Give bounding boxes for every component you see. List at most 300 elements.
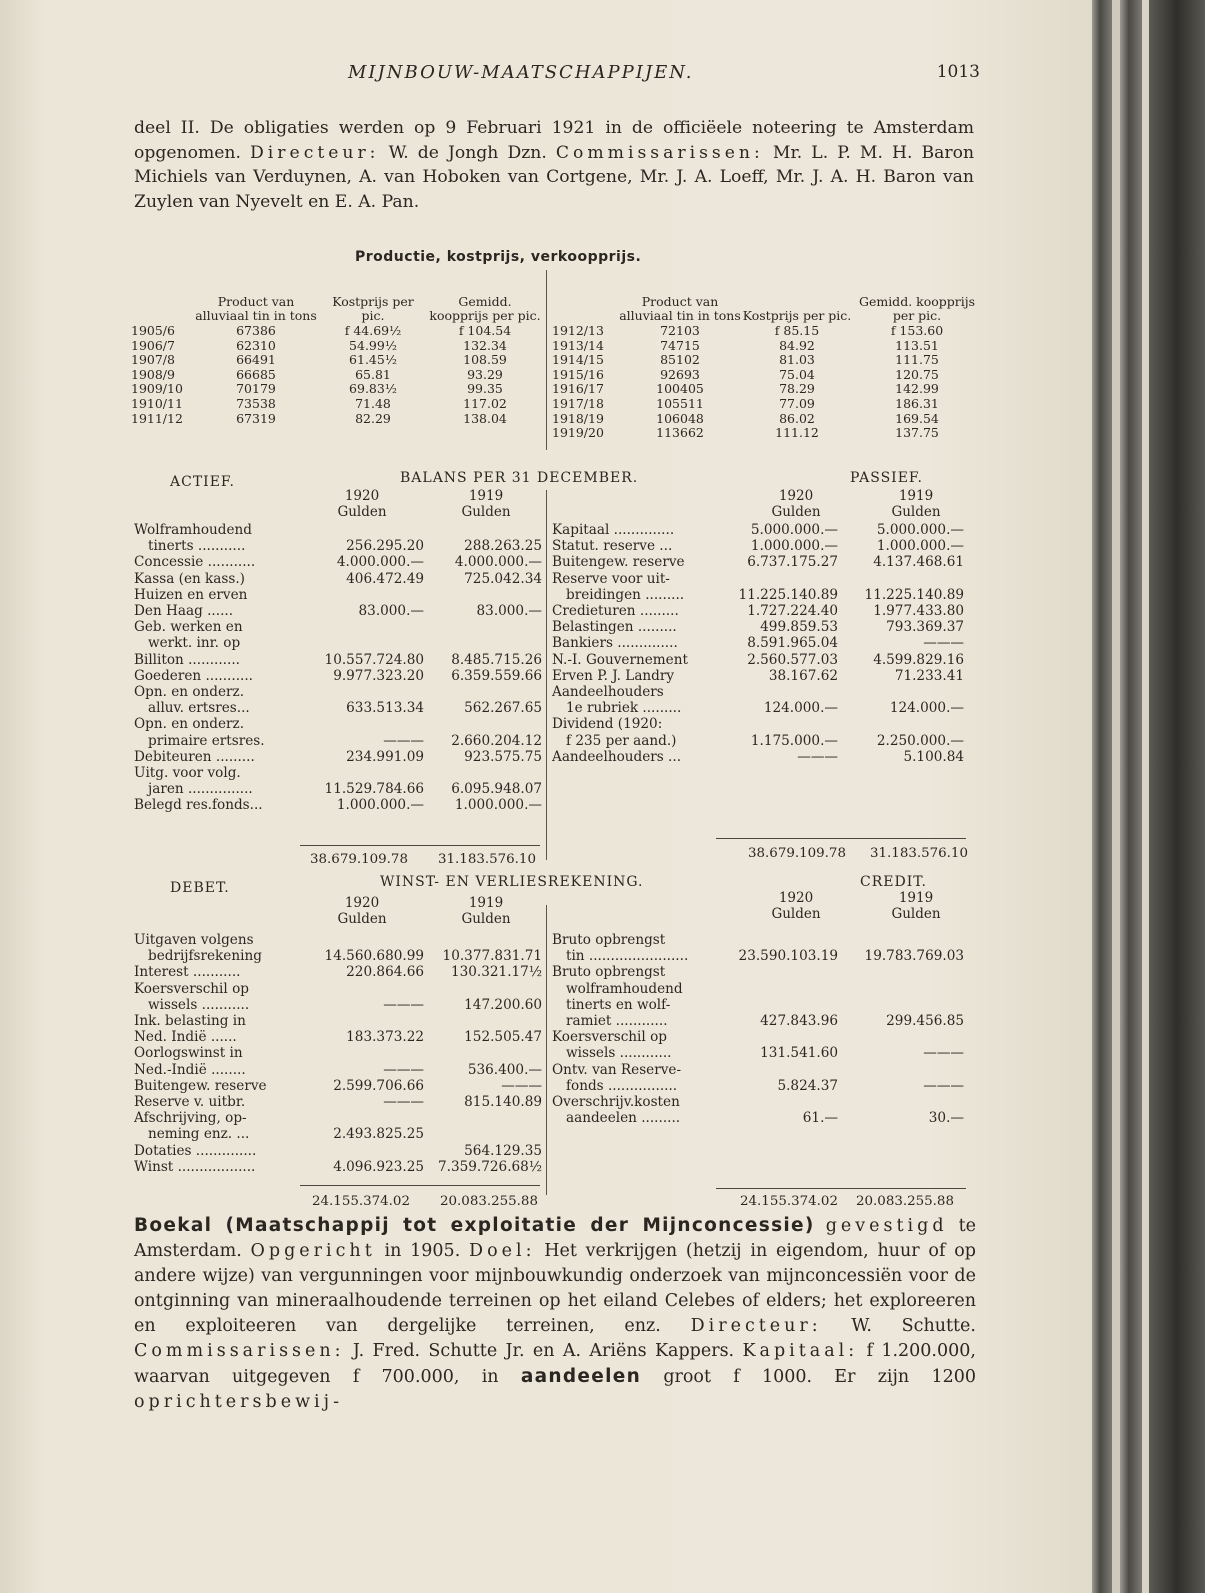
value-1919: 1.000.000.— — [876, 538, 964, 555]
row-label: Den Haag ...... — [134, 603, 234, 620]
actief-total-1919: 31.183.576.10 — [438, 852, 536, 867]
table-cell: 67319 — [236, 410, 276, 426]
pl-debet-rows — [134, 932, 542, 1175]
row-label: Ontv. van Reserve- — [552, 1061, 682, 1078]
value-1920: 1.000.000.— — [750, 538, 838, 555]
table-row — [131, 397, 543, 412]
value-1919: 536.400.— — [467, 1061, 542, 1078]
table-cell: 138.04 — [463, 410, 507, 426]
table-cell: f 104.54 — [458, 323, 512, 338]
row-label: Goederen ........... — [134, 667, 253, 684]
table-row — [552, 635, 964, 651]
table-cell: 66491 — [236, 352, 276, 368]
passief-total-1920: 38.679.109.78 — [748, 846, 846, 861]
year-label: 1920 — [778, 890, 814, 906]
row-label: tin ....................... — [566, 948, 689, 965]
row-label: 1e rubriek ......... — [566, 700, 682, 717]
row-label: Buitengew. reserve — [134, 1077, 267, 1094]
value-1920: 2.493.825.25 — [333, 1126, 424, 1143]
value-1919: 130.321.17½ — [450, 964, 542, 981]
table-row — [131, 353, 543, 368]
value-1920: 8.591.965.04 — [747, 635, 838, 652]
header-cell: Product van alluviaal tin in tons — [195, 293, 317, 324]
table-row — [134, 733, 542, 749]
table-row — [134, 716, 542, 732]
credit-label: CREDIT. — [860, 874, 927, 890]
table-cell: 65.81 — [355, 366, 391, 382]
unit-label: Gulden — [891, 504, 941, 520]
year-label: 1919 — [898, 890, 934, 906]
production-title: Productie, kostprijs, verkoopprijs. — [355, 249, 642, 265]
row-label: Aandeelhouders — [552, 684, 664, 701]
spaced-term: Kapitaal: — [742, 1341, 859, 1361]
spaced-term: Opgericht — [250, 1241, 376, 1261]
row-label: N.-I. Gouvernement — [552, 651, 688, 668]
unit-label: Gulden — [771, 504, 821, 520]
unit-label: Gulden — [891, 906, 941, 922]
entry-text: groot f 1000. Er zijn 1200 — [663, 1367, 976, 1387]
table-cell: 142.99 — [895, 381, 939, 397]
actief-total-1920: 38.679.109.78 — [310, 852, 408, 867]
table-row — [552, 554, 964, 570]
boekal-entry — [134, 1213, 976, 1415]
table-cell: 1916/17 — [552, 381, 604, 397]
value-1919: 5.100.84 — [903, 748, 964, 765]
row-label: Kassa (en kass.) — [134, 570, 245, 587]
value-1920: 1.727.224.40 — [747, 603, 838, 620]
table-cell: 108.59 — [463, 352, 507, 368]
table-cell: 1909/10 — [131, 381, 183, 397]
table-cell: 54.99½ — [349, 337, 397, 353]
table-cell: 82.29 — [355, 410, 391, 426]
production-table-left — [131, 264, 543, 426]
row-label: wolframhoudend — [566, 980, 683, 997]
value-1919: 8.485.715.26 — [451, 651, 542, 668]
row-label: Uitg. voor volg. — [134, 765, 241, 782]
row-label: Billiton ............ — [134, 651, 240, 668]
table-row — [134, 1078, 542, 1094]
header-cell: Gemidd. koopprijs per pic. — [858, 293, 976, 324]
book-spine — [1149, 0, 1205, 1593]
value-1919: 299.456.85 — [886, 1013, 964, 1030]
production-rows — [552, 324, 982, 441]
value-1919: ——— — [923, 1077, 964, 1094]
year-header — [446, 488, 526, 520]
production-header — [552, 264, 982, 324]
value-1919: 2.660.204.12 — [451, 732, 542, 749]
table-row — [552, 426, 982, 441]
value-1920: 11.225.140.89 — [738, 586, 838, 603]
value-1919: 19.783.769.03 — [864, 948, 964, 965]
row-label: wissels ........... — [148, 996, 250, 1013]
row-label: Overschrijv.kosten — [552, 1094, 680, 1111]
total-rule — [716, 838, 966, 839]
table-row — [552, 716, 964, 732]
value-1919: 288.263.25 — [464, 538, 542, 555]
value-1920: 2.599.706.66 — [333, 1077, 424, 1094]
row-label: Afschrijving, op- — [134, 1110, 247, 1127]
row-label: Bankiers .............. — [552, 635, 678, 652]
value-1919: 562.267.65 — [464, 700, 542, 717]
table-row — [134, 571, 542, 587]
year-header — [322, 488, 402, 520]
table-row — [552, 749, 964, 765]
table-row — [552, 571, 964, 587]
value-1919: 7.359.726.68½ — [438, 1158, 542, 1175]
table-cell: 85102 — [660, 352, 700, 368]
value-1919: 793.369.37 — [886, 619, 964, 636]
table-row — [134, 1029, 542, 1045]
spaced-term: Directeur: — [690, 1316, 822, 1336]
table-row — [134, 684, 542, 700]
row-label: Belegd res.fonds... — [134, 797, 263, 814]
value-1920: 256.295.20 — [346, 538, 424, 555]
value-1919: 1.000.000.— — [454, 797, 542, 814]
table-cell: 99.35 — [467, 381, 503, 397]
table-row — [134, 1094, 542, 1110]
table-cell: 132.34 — [463, 337, 507, 353]
table-cell: 66685 — [236, 366, 276, 382]
value-1920: 11.529.784.66 — [324, 781, 424, 798]
page-edge — [1112, 0, 1120, 1593]
year-label: 1919 — [468, 895, 504, 911]
table-row — [134, 964, 542, 980]
value-1920: 83.000.— — [358, 603, 424, 620]
value-1919: 71.233.41 — [894, 667, 964, 684]
table-row — [552, 538, 964, 554]
row-label: Bruto opbrengst — [552, 964, 666, 981]
row-label: Wolframhoudend — [134, 522, 253, 538]
table-row — [552, 652, 964, 668]
row-label: ramiet ............ — [566, 1013, 668, 1030]
table-row — [552, 587, 964, 603]
row-label: Debiteuren ......... — [134, 748, 255, 765]
debet-total-1920: 24.155.374.02 — [312, 1194, 410, 1209]
year-header — [322, 895, 402, 927]
intro-text: W. de Jongh Dzn. — [388, 142, 547, 163]
production-table-right — [552, 264, 982, 441]
table-cell: 186.31 — [895, 395, 939, 411]
row-label: Geb. werken en — [134, 619, 243, 636]
value-1919: ——— — [923, 635, 964, 652]
unit-label: Gulden — [461, 504, 511, 520]
table-row — [552, 684, 964, 700]
year-header — [446, 895, 526, 927]
table-row — [552, 948, 964, 964]
row-label: Reserve v. uitbr. — [134, 1094, 246, 1111]
table-cell: 78.29 — [779, 381, 815, 397]
actief-label: ACTIEF. — [170, 474, 235, 490]
page-edge — [1142, 0, 1149, 1593]
page-number: 1013 — [936, 62, 980, 82]
table-cell: 86.02 — [779, 410, 815, 426]
table-cell: 1908/9 — [131, 366, 175, 382]
value-1919: 4.000.000.— — [454, 554, 542, 571]
table-cell: 62310 — [236, 337, 276, 353]
intro-text: deel II. De obligaties werden op 9 Februari 1921 in de officiëele noteering te Amsterdam opgenomen. — [134, 118, 974, 163]
table-row — [552, 522, 964, 538]
table-row — [552, 932, 964, 948]
unit-label: Gulden — [771, 906, 821, 922]
table-cell: 111.75 — [895, 352, 939, 368]
table-row — [552, 603, 964, 619]
entry-text: f 1.200.000, waarvan uitgegeven f 700.000, in — [134, 1341, 976, 1387]
value-1920: 23.590.103.19 — [738, 948, 838, 965]
value-1920: 1.000.000.— — [336, 797, 424, 814]
value-1919: 1.977.433.80 — [873, 603, 964, 620]
table-cell: 92693 — [660, 366, 700, 382]
entry-text: in 1905. — [384, 1241, 461, 1261]
value-1920: 1.175.000.— — [750, 732, 838, 749]
page-header — [130, 62, 980, 88]
table-cell: 81.03 — [779, 352, 815, 368]
table-row — [552, 1094, 964, 1110]
row-label: Ink. belasting in — [134, 1013, 246, 1030]
table-cell: 137.75 — [895, 425, 939, 441]
value-1919: 4.137.468.61 — [873, 554, 964, 571]
table-cell: 1915/16 — [552, 366, 604, 382]
table-cell: 73538 — [236, 395, 276, 411]
table-cell: 1913/14 — [552, 337, 604, 353]
row-label: fonds ................ — [566, 1077, 678, 1094]
table-row — [131, 382, 543, 397]
value-1919: ——— — [501, 1077, 542, 1094]
table-row — [134, 749, 542, 765]
table-cell: f 44.69½ — [344, 323, 402, 338]
value-1920: 38.167.62 — [768, 667, 838, 684]
table-cell: 93.29 — [467, 366, 503, 382]
row-label: Huizen en erven — [134, 586, 248, 603]
credit-total-1920: 24.155.374.02 — [740, 1194, 838, 1209]
year-header — [756, 488, 836, 520]
table-row — [134, 1045, 542, 1061]
table-cell: 70179 — [236, 381, 276, 397]
table-cell: 71.48 — [355, 395, 391, 411]
value-1919: 6.095.948.07 — [451, 781, 542, 798]
entry-text: J. Fred. Schutte Jr. en A. Ariëns Kappers. — [352, 1341, 735, 1361]
value-1920: 427.843.96 — [760, 1013, 838, 1030]
spaced-term: oprichtersbewij- — [134, 1392, 343, 1412]
table-cell: 1910/11 — [131, 395, 183, 411]
year-label: 1920 — [344, 895, 380, 911]
table-cell: 1911/12 — [131, 410, 183, 426]
page-edge — [1120, 0, 1142, 1593]
value-1920: 2.560.577.03 — [747, 651, 838, 668]
row-label: Winst .................. — [134, 1158, 256, 1175]
value-1920: 4.000.000.— — [336, 554, 424, 571]
table-row — [131, 339, 543, 354]
running-title: MIJNBOUW-MAATSCHAPPIJEN. — [348, 62, 694, 83]
value-1919: 30.— — [928, 1110, 964, 1127]
row-label: Credieturen ......... — [552, 603, 679, 620]
row-label: Koersverschil op — [552, 1029, 667, 1046]
unit-label: Gulden — [337, 504, 387, 520]
table-row — [552, 1029, 964, 1045]
debet-total-1919: 20.083.255.88 — [440, 1194, 538, 1209]
table-cell: 67386 — [236, 323, 276, 338]
table-cell: f 153.60 — [890, 323, 944, 338]
total-rule — [300, 845, 540, 846]
company-name: Boekal (Maatschappij tot exploitatie der Mijnconcessie) — [134, 1215, 815, 1236]
value-1920: 406.472.49 — [346, 570, 424, 587]
table-cell: 75.04 — [779, 366, 815, 382]
table-row — [134, 997, 542, 1013]
table-row — [552, 339, 982, 354]
spaced-term: Doel: — [469, 1241, 536, 1261]
row-label: Buitengew. reserve — [552, 554, 685, 571]
table-row — [134, 668, 542, 684]
value-1920: 5.000.000.— — [750, 522, 838, 538]
value-1919: 6.359.559.66 — [451, 667, 542, 684]
table-row — [552, 397, 982, 412]
header-cell: Kostprijs per pic. — [742, 308, 852, 324]
value-1920: 14.560.680.99 — [324, 948, 424, 965]
table-row — [134, 948, 542, 964]
production-rows — [131, 324, 543, 426]
row-label: Erven P. J. Landry — [552, 667, 675, 684]
table-cell: 74715 — [660, 337, 700, 353]
value-1919: 11.225.140.89 — [864, 586, 964, 603]
value-1920: 633.513.34 — [346, 700, 424, 717]
table-cell: 120.75 — [895, 366, 939, 382]
value-1920: 131.541.60 — [760, 1045, 838, 1062]
value-1920: 4.096.923.25 — [333, 1158, 424, 1175]
year-label: 1920 — [344, 488, 380, 504]
table-row — [552, 1045, 964, 1061]
table-row — [552, 619, 964, 635]
table-cell: 77.09 — [779, 395, 815, 411]
row-label: Kapitaal .............. — [552, 522, 675, 538]
production-header — [131, 264, 543, 324]
table-cell: 113662 — [656, 425, 704, 441]
spaced-term: Commissarissen: — [134, 1341, 345, 1361]
column-divider — [546, 905, 547, 1195]
table-cell: 117.02 — [463, 395, 507, 411]
table-row — [134, 932, 542, 948]
entry-text: Het verkrijgen (hetzij in eigendom, huur of op andere wijze) van vergunningen voor mijnbouwkundig onderzoek van mijnconcessiën voor de ontginning van mineraalhoudende terreinen op het eiland Celebes of elders; het exploreeren en exploiteeren van dergelijke terreinen, enz. — [134, 1241, 976, 1336]
table-row — [134, 700, 542, 716]
row-label: Ned.-Indië ........ — [134, 1061, 246, 1078]
value-1920: 124.000.— — [763, 700, 838, 717]
value-1919: 2.250.000.— — [876, 732, 964, 749]
table-cell: 1914/15 — [552, 352, 604, 368]
value-1919: 923.575.75 — [464, 748, 542, 765]
row-label: tinerts en wolf- — [566, 996, 671, 1013]
entry-text: te Amsterdam. — [134, 1216, 976, 1261]
value-1919: 10.377.831.71 — [442, 948, 542, 965]
row-label: breidingen ......... — [566, 586, 685, 603]
value-1920: 183.373.22 — [346, 1029, 424, 1046]
value-1920: ——— — [383, 732, 424, 749]
table-row — [552, 368, 982, 383]
table-row — [134, 1110, 542, 1126]
row-label: Belastingen ......... — [552, 619, 677, 636]
table-row — [134, 554, 542, 570]
table-row — [134, 603, 542, 619]
table-row — [131, 368, 543, 383]
header-cell: Product van alluviaal tin in tons — [619, 293, 741, 324]
value-1920: 61.— — [802, 1110, 838, 1127]
header-cell: Gemidd. koopprijs per pic. — [429, 293, 541, 324]
row-label: primaire ertsres. — [148, 732, 265, 749]
value-1919: 83.000.— — [476, 603, 542, 620]
table-row — [134, 1062, 542, 1078]
table-row — [134, 1159, 542, 1175]
row-label: wissels ............ — [566, 1045, 672, 1062]
row-label: Opn. en onderz. — [134, 684, 245, 701]
table-row — [552, 1013, 964, 1029]
value-1920: 9.977.323.20 — [333, 667, 424, 684]
table-row — [552, 997, 964, 1013]
year-label: 1919 — [468, 488, 504, 504]
row-label: Dotaties .............. — [134, 1142, 257, 1159]
table-cell: 111.12 — [775, 425, 819, 441]
table-row — [134, 1126, 542, 1142]
table-row — [552, 668, 964, 684]
value-1920: 499.859.53 — [760, 619, 838, 636]
table-row — [134, 522, 542, 538]
value-1919: 725.042.34 — [464, 570, 542, 587]
credit-total-1919: 20.083.255.88 — [856, 1194, 954, 1209]
row-label: jaren ............... — [148, 781, 253, 798]
table-row — [134, 587, 542, 603]
table-row — [552, 412, 982, 427]
pl-title: WINST- EN VERLIESREKENING. — [380, 874, 644, 890]
table-row — [134, 619, 542, 635]
row-label: Oorlogswinst in — [134, 1045, 243, 1062]
row-label: Dividend (1920: — [552, 716, 663, 733]
table-row — [552, 382, 982, 397]
column-divider — [546, 490, 547, 860]
value-1919: 5.000.000.— — [876, 522, 964, 538]
spaced-term: gevestigd — [825, 1216, 948, 1236]
year-header — [876, 488, 956, 520]
intro-paragraph — [134, 116, 974, 214]
debet-label: DEBET. — [170, 880, 230, 896]
year-label: 1920 — [778, 488, 814, 504]
table-row — [552, 981, 964, 997]
row-label: tinerts ........... — [148, 538, 246, 555]
passief-label: PASSIEF. — [850, 470, 923, 486]
value-1919: 564.129.35 — [464, 1142, 542, 1159]
table-row — [134, 635, 542, 651]
table-row — [134, 652, 542, 668]
year-header — [756, 890, 836, 922]
table-row — [552, 1078, 964, 1094]
table-row — [134, 981, 542, 997]
table-row — [134, 765, 542, 781]
table-cell: 61.45½ — [349, 352, 397, 368]
row-label: Koersverschil op — [134, 980, 249, 997]
table-row — [552, 700, 964, 716]
table-row — [552, 324, 982, 339]
unit-label: Gulden — [337, 911, 387, 927]
table-row — [552, 353, 982, 368]
row-label: Bruto opbrengst — [552, 932, 666, 948]
row-label: alluv. ertsres... — [148, 700, 250, 717]
table-cell: f 85.15 — [774, 323, 820, 338]
value-1920: 10.557.724.80 — [324, 651, 424, 668]
table-cell: 1906/7 — [131, 337, 175, 353]
table-cell: 105511 — [656, 395, 704, 411]
table-row — [552, 964, 964, 980]
value-1920: ——— — [797, 748, 838, 765]
table-row — [134, 797, 542, 813]
table-cell: 84.92 — [779, 337, 815, 353]
year-header — [876, 890, 956, 922]
value-1920: 5.824.37 — [777, 1077, 838, 1094]
table-cell: 69.83½ — [349, 381, 397, 397]
